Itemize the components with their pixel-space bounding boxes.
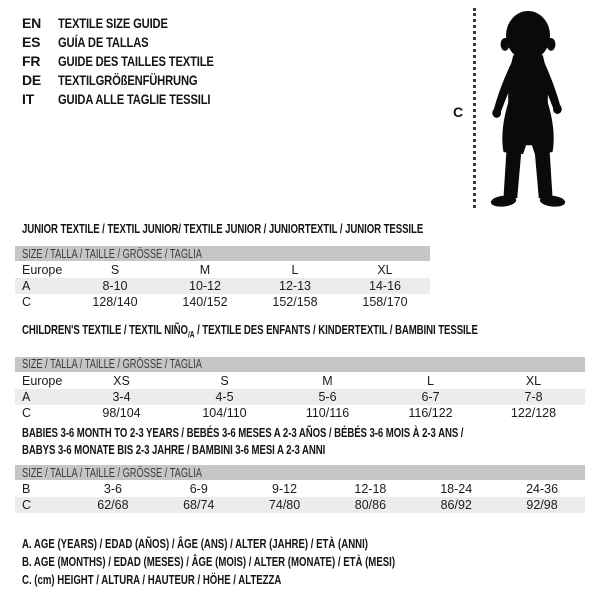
table-cell: 4-5: [215, 389, 234, 404]
language-row: [22, 51, 253, 70]
row-label: Europe: [22, 263, 63, 277]
table-cell: L: [291, 263, 299, 277]
footnote: [22, 552, 526, 570]
junior-textile-table: [15, 220, 430, 310]
table-title: [22, 220, 430, 237]
table-cell: 110/116: [305, 405, 350, 420]
table-cell: M: [322, 373, 333, 388]
table-cell: 80/86: [354, 498, 387, 512]
height-label-c: C: [453, 104, 464, 120]
language-row: [22, 70, 253, 89]
table-title-text: BABYS 3-6 MONATE BIS 2-3 JAHRE / BAMBINI 3-6 MESI A 2-3 ANNI: [22, 442, 326, 457]
table-row: [15, 405, 585, 421]
language-code: DE: [22, 71, 42, 88]
language-code: EN: [22, 14, 42, 31]
table-row: [15, 278, 430, 294]
table-cell: 7-8: [524, 389, 543, 404]
baby-silhouette-image: [480, 8, 578, 214]
row-label: B: [22, 482, 31, 496]
table-title-text: JUNIOR TEXTILE / TEXTIL JUNIOR/ TEXTILE JUNIOR / JUNIORTEXTIL / JUNIOR TESSILE: [22, 221, 424, 236]
size-header-text: SIZE / TALLA / TAILLE / GRÖSSE / TAGLIA: [22, 465, 202, 480]
footnote: [22, 534, 526, 552]
babies-textile-table: [15, 424, 585, 513]
table-cell: 14-16: [369, 279, 401, 293]
table-cell: 6-7: [421, 389, 440, 404]
table-cell: 104/110: [202, 405, 247, 420]
table-title-text: BABIES 3-6 MONTH TO 2-3 YEARS / BEBÉS 3-6 MESES A 2-3 AÑOS / BÉBÉS 3-6 MOIS À 2-3 ANS /: [22, 425, 464, 440]
table-row: [15, 262, 430, 278]
size-header-bar: [15, 246, 430, 262]
table-row: [15, 373, 585, 389]
table-cell: S: [220, 373, 229, 388]
table-cell: 158/170: [362, 295, 408, 309]
childrens-textile-table: [15, 321, 585, 421]
language-title: GUIDA ALLE TAGLIE TESSILI: [58, 90, 211, 107]
row-label: A: [22, 279, 31, 293]
table-cell: L: [427, 373, 434, 388]
table-row: [15, 481, 585, 497]
table-cell: 6-9: [189, 482, 208, 496]
table-row: [15, 497, 585, 513]
table-cell: 68/74: [183, 498, 215, 512]
language-title: TEXTILGRÖßENFÜHRUNG: [58, 71, 198, 88]
language-code: ES: [22, 33, 41, 50]
table-cell: 3-4: [112, 389, 131, 404]
size-header-text: SIZE / TALLA / TAILLE / GRÖSSE / TAGLIA: [22, 357, 202, 372]
table-cell: 92/98: [526, 498, 558, 512]
row-label: A: [22, 389, 31, 404]
table-cell: 122/128: [510, 405, 557, 420]
row-label: C: [22, 405, 32, 420]
table-title: [22, 441, 585, 458]
language-code: IT: [22, 90, 35, 107]
language-row: [22, 89, 253, 108]
size-header-bar: [15, 357, 585, 373]
table-cell: 3-6: [103, 482, 122, 496]
table-cell: 8-10: [102, 279, 128, 293]
language-title: GUÍA DE TALLAS: [58, 33, 149, 50]
table-cell: XL: [525, 373, 542, 388]
footnote-text: C. (cm) HEIGHT / ALTURA / HAUTEUR / HÖHE / ALTEZZA: [22, 571, 282, 587]
footnote-legend: [22, 534, 526, 588]
table-cell: 62/68: [97, 498, 129, 512]
table-cell: 98/104: [102, 405, 141, 420]
table-cell: 18-24: [440, 482, 473, 496]
table-cell: 24-36: [526, 482, 559, 496]
row-label: C: [22, 498, 32, 512]
height-dotted-line: [473, 8, 476, 208]
language-title: TEXTILE SIZE GUIDE: [58, 14, 168, 31]
table-cell: 116/122: [408, 405, 453, 420]
footnote: [22, 570, 526, 588]
table-cell: XL: [377, 263, 393, 277]
table-title: [22, 321, 585, 344]
language-title: GUIDE DES TAILLES TEXTILE: [58, 52, 214, 69]
row-label: Europe: [22, 373, 63, 388]
language-code: FR: [22, 52, 41, 69]
table-title: [22, 424, 585, 441]
table-cell: 152/158: [272, 295, 318, 309]
language-row: [22, 32, 253, 51]
row-label: C: [22, 295, 32, 309]
table-cell: 5-6: [318, 389, 337, 404]
table-title-text: CHILDREN'S TEXTILE / TEXTIL $NIÑO_{/A}$ / TEXTILE DES ENFANTS / KINDERTEXTIL / BAMBINI TESSILE: [22, 322, 478, 340]
table-cell: 9-12: [272, 482, 298, 496]
footnote-text: B. AGE (MONTHS) / EDAD (MESES) / ÂGE (MOIS) / ALTER (MONATE) / ETÀ (MESI): [22, 553, 396, 569]
table-cell: 10-12: [189, 279, 221, 293]
size-header-text: SIZE / TALLA / TAILLE / GRÖSSE / TAGLIA: [22, 246, 202, 261]
table-cell: XS: [113, 373, 130, 388]
table-cell: 74/80: [268, 498, 301, 512]
footnote-text: A. AGE (YEARS) / EDAD (AÑOS) / ÂGE (ANS) / ALTER (JAHRE) / ETÀ (ANNI): [22, 535, 368, 551]
table-cell: 128/140: [92, 295, 138, 309]
table-cell: 86/92: [440, 498, 472, 512]
table-cell: 140/152: [182, 295, 228, 309]
table-row: [15, 294, 430, 310]
table-cell: S: [110, 263, 120, 277]
language-row: [22, 13, 253, 32]
language-title-block: [22, 13, 253, 108]
table-cell: M: [199, 263, 211, 277]
size-header-bar: [15, 465, 585, 481]
table-cell: 12-13: [279, 279, 311, 293]
table-row: [15, 389, 585, 405]
table-cell: 12-18: [354, 482, 387, 496]
